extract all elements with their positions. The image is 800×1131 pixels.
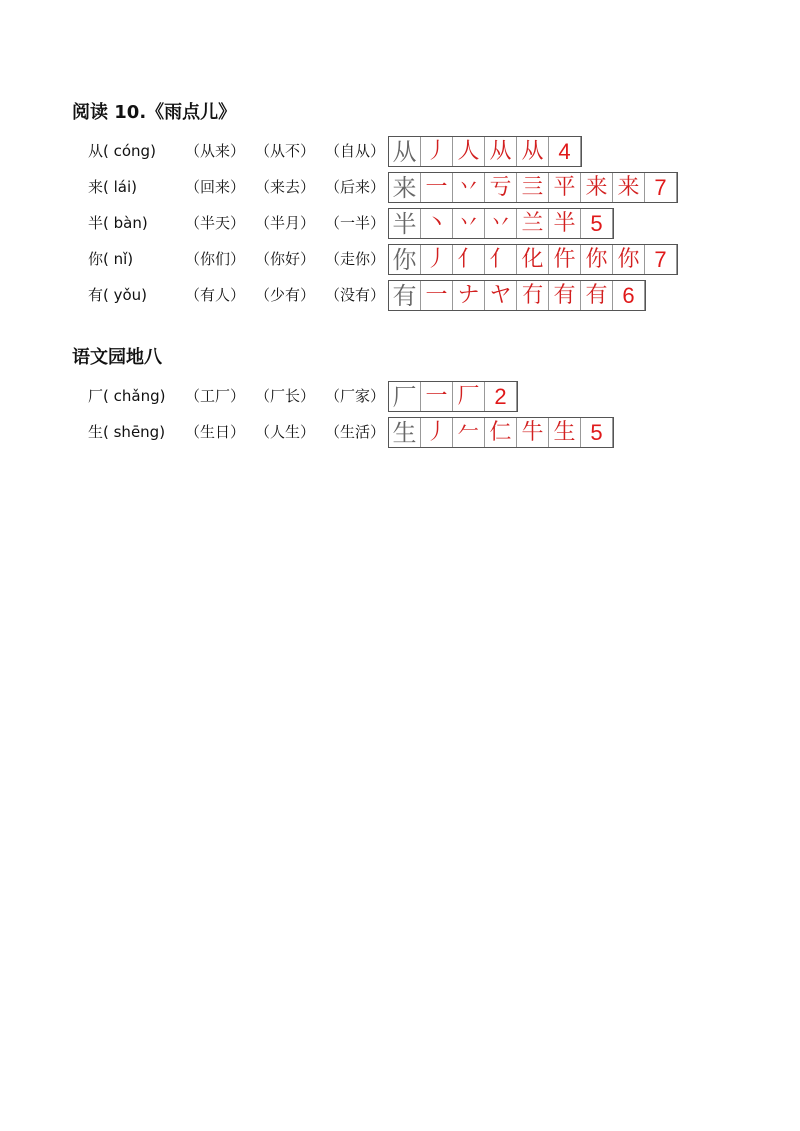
word-list (185, 417, 385, 448)
stroke-order-grid (388, 172, 678, 203)
example-word: （没有） (325, 286, 386, 304)
stroke-order-grid (388, 208, 614, 239)
model-character-cell: 来 (389, 173, 421, 202)
model-character-cell: 半 (389, 209, 421, 238)
stroke-step-cell: 亻 (485, 245, 517, 274)
stroke-step-cell: 一 (421, 382, 453, 411)
example-word: （来去） (255, 178, 316, 196)
stroke-step-cell: 来 (581, 173, 613, 202)
stroke-step-cell: 你 (581, 245, 613, 274)
character-pinyin-label: 生( shēng) (88, 423, 166, 441)
example-word: （你们） (185, 250, 246, 268)
stroke-step-cell: 人 (453, 137, 485, 166)
stroke-step-cell: 亏 (485, 173, 517, 202)
stroke-order-grid (388, 381, 518, 412)
example-word: （人生） (255, 423, 316, 441)
word-list (185, 244, 385, 275)
stroke-step-cell: ヤ (485, 281, 517, 310)
example-word: （从不） (255, 142, 316, 160)
stroke-order-grid (388, 244, 678, 275)
stroke-step-cell: 仁 (485, 418, 517, 447)
section-title-reading-10: 阅读 10.《雨点儿》 (72, 102, 237, 123)
stroke-step-cell: 𠂉 (453, 418, 485, 447)
word-list (185, 381, 385, 412)
stroke-step-cell: 丿 (421, 245, 453, 274)
example-word: （后来） (325, 178, 386, 196)
example-word: （半天） (185, 214, 246, 232)
stroke-step-cell: 丿 (421, 137, 453, 166)
stroke-step-cell: 丿 (421, 418, 453, 447)
example-word: （有人） (185, 286, 246, 304)
stroke-step-cell: 你 (613, 245, 645, 274)
stroke-count-cell: 2 (485, 382, 517, 411)
word-list (185, 208, 385, 239)
stroke-count-cell: 5 (581, 418, 613, 447)
stroke-step-cell: 从 (517, 137, 549, 166)
example-word: （你好） (255, 250, 316, 268)
model-character-cell: 你 (389, 245, 421, 274)
example-word: （半月） (255, 214, 316, 232)
stroke-order-grid (388, 136, 582, 167)
stroke-count-cell: 7 (645, 245, 677, 274)
character-pinyin-label: 从( cóng) (88, 142, 156, 160)
model-character-cell: 有 (389, 281, 421, 310)
stroke-step-cell: 来 (613, 173, 645, 202)
stroke-step-cell: 兰 (517, 209, 549, 238)
example-word: （工厂） (185, 387, 246, 405)
stroke-count-cell: 4 (549, 137, 581, 166)
stroke-step-cell: 厂 (453, 382, 485, 411)
character-pinyin-label: 厂( chǎng) (88, 387, 166, 405)
section-title-garden-8: 语文园地八 (72, 347, 162, 368)
example-word: （走你） (325, 250, 386, 268)
model-character-cell: 厂 (389, 382, 421, 411)
stroke-count-cell: 6 (613, 281, 645, 310)
stroke-step-cell: 一 (421, 173, 453, 202)
stroke-count-cell: 7 (645, 173, 677, 202)
model-character-cell: 从 (389, 137, 421, 166)
stroke-step-cell: 丶 (421, 209, 453, 238)
word-list (185, 280, 385, 311)
example-word: （厂长） (255, 387, 316, 405)
example-word: （少有） (255, 286, 316, 304)
example-word: （从来） (185, 142, 246, 160)
character-pinyin-label: 来( lái) (88, 178, 137, 196)
stroke-count-cell: 5 (581, 209, 613, 238)
stroke-step-cell: 亖 (517, 173, 549, 202)
stroke-step-cell: 化 (517, 245, 549, 274)
stroke-step-cell: 有 (549, 281, 581, 310)
stroke-step-cell: 从 (485, 137, 517, 166)
stroke-step-cell: 亻 (453, 245, 485, 274)
character-pinyin-label: 半( bàn) (88, 214, 148, 232)
model-character-cell: 生 (389, 418, 421, 447)
word-list (185, 136, 385, 167)
stroke-step-cell: 牛 (517, 418, 549, 447)
stroke-step-cell: 丷 (453, 173, 485, 202)
stroke-step-cell: 丷 (453, 209, 485, 238)
stroke-step-cell: ナ (453, 281, 485, 310)
stroke-step-cell: 生 (549, 418, 581, 447)
character-pinyin-label: 你( nǐ) (88, 250, 134, 268)
character-pinyin-label: 有( yǒu) (88, 286, 148, 304)
example-word: （厂家） (325, 387, 386, 405)
example-word: （自从） (325, 142, 386, 160)
example-word: （一半） (325, 214, 386, 232)
stroke-step-cell: 平 (549, 173, 581, 202)
example-word: （回来） (185, 178, 246, 196)
stroke-step-cell: 冇 (517, 281, 549, 310)
stroke-step-cell: 半 (549, 209, 581, 238)
stroke-step-cell: 仵 (549, 245, 581, 274)
stroke-order-grid (388, 417, 614, 448)
stroke-step-cell: 丷 (485, 209, 517, 238)
word-list (185, 172, 385, 203)
example-word: （生日） (185, 423, 246, 441)
example-word: （生活） (325, 423, 386, 441)
stroke-order-grid (388, 280, 646, 311)
stroke-step-cell: 有 (581, 281, 613, 310)
stroke-step-cell: 一 (421, 281, 453, 310)
